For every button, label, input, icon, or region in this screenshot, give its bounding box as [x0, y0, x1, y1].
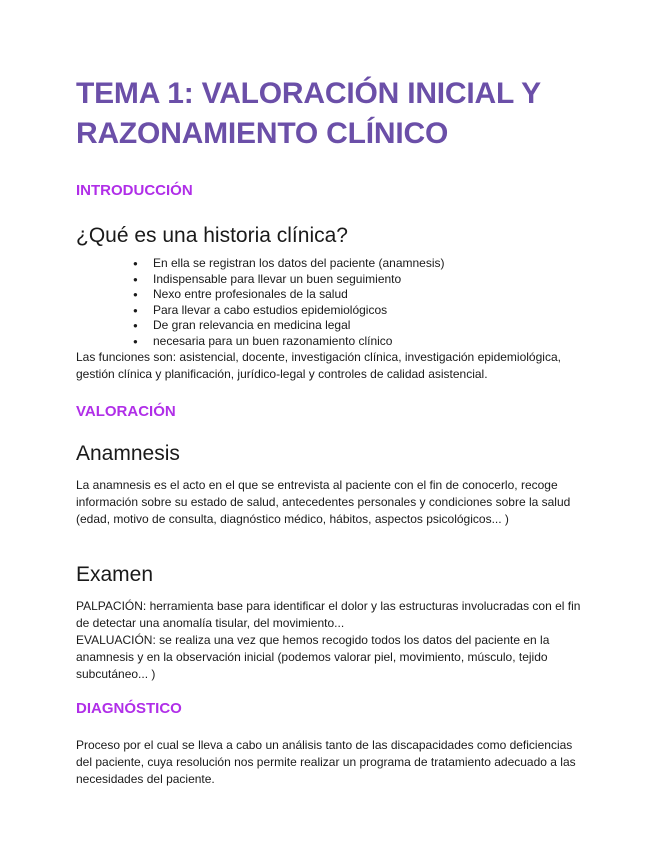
list-item: ● Indispensable para llevar un buen seguimiento [133, 272, 584, 288]
section-heading-diagnostico: DIAGNÓSTICO [76, 700, 182, 717]
funciones-paragraph: Las funciones son: asistencial, docente, investigación clínica, investigación epidemiológica, gestión clínica y planificación, jurídico-legal y controles de calidad asistencial. [76, 350, 561, 381]
section-heading-introduccion: INTRODUCCIÓN [76, 182, 193, 199]
list-item: ● necesaria para un buen razonamiento clínico [133, 334, 584, 350]
section-heading-valoracion: VALORACIÓN [76, 403, 176, 420]
list-item: ● En ella se registran los datos del paciente (anamnesis) [133, 256, 584, 272]
subheading-anamnesis: Anamnesis [76, 442, 180, 465]
list-item: ● Para llevar a cabo estudios epidemiológicos [133, 303, 584, 319]
document-page [76, 74, 584, 788]
anamnesis-paragraph: La anamnesis es el acto en el que se entrevista al paciente con el fin de conocerlo, recoge información sobre su estado de salud, antecedentes personales y condiciones sobre la salud (edad, motivo de consulta, diagnóstico médico, hábitos, aspectos psicológicos... ) [76, 478, 571, 526]
subheading-examen: Examen [76, 563, 154, 586]
bullet-list [76, 256, 584, 349]
evaluacion-paragraph: EVALUACIÓN: se realiza una vez que hemos recogido todos los datos del paciente en la anamnesis y en la observación inicial (podemos valorar piel, movimiento, músculo, tejido subcutáneo... ) [76, 633, 550, 681]
diagnostico-paragraph: Proceso por el cual se lleva a cabo un análisis tanto de las discapacidades como deficiencias del paciente, cuya resolución nos permite realizar un programa de tratamiento adecuado a las necesidades del paciente. [76, 738, 576, 786]
document-title: TEMA 1: VALORACIÓN INICIAL Y RAZONAMIENTO CLÍNICO [76, 77, 541, 150]
palpacion-paragraph: PALPACIÓN: herramienta base para identificar el dolor y las estructuras involucradas con el fin de detectar una anomalía tisular, del movimiento... [76, 599, 581, 630]
subheading-historia-clinica: ¿Qué es una historia clínica? [76, 224, 348, 247]
list-item: ● Nexo entre profesionales de la salud [133, 287, 584, 303]
list-item: ● De gran relevancia en medicina legal [133, 318, 584, 334]
